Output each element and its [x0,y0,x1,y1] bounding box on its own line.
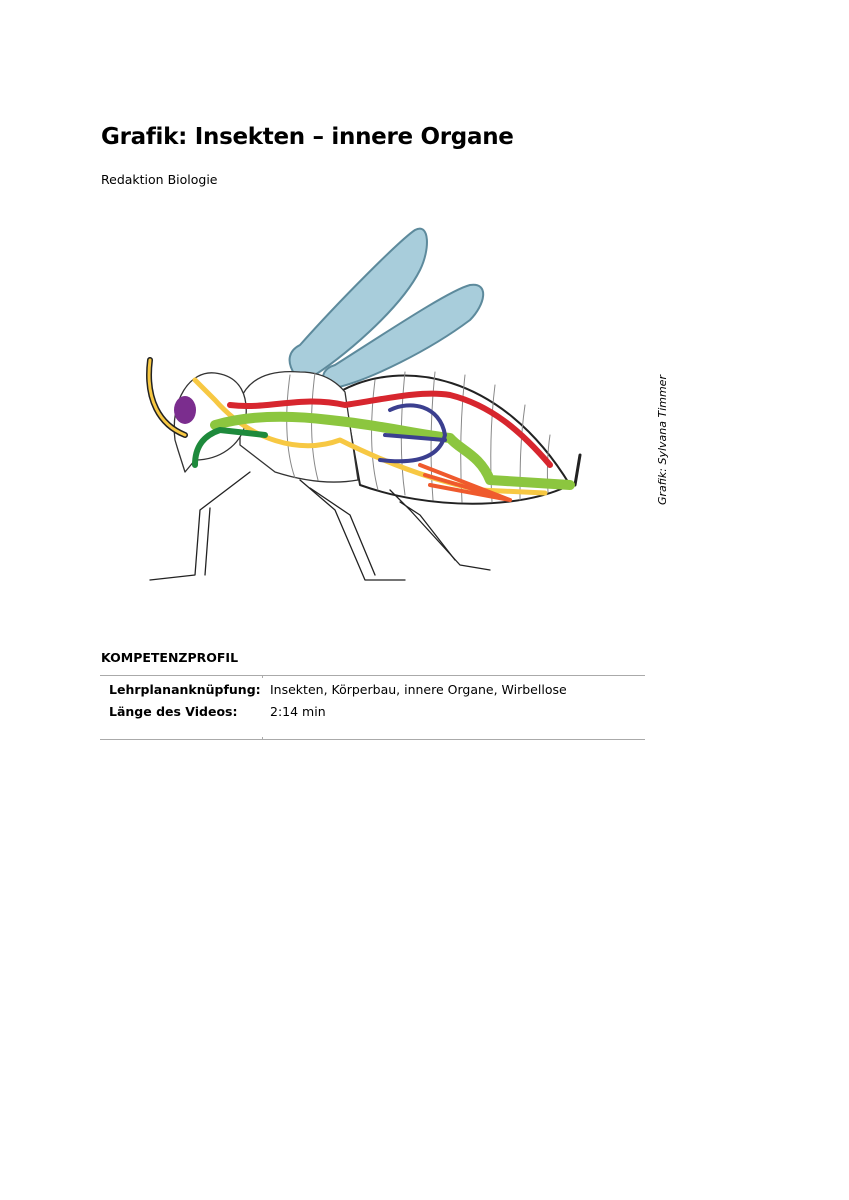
insect-anatomy-illustration [100,210,680,620]
thorax-outline [240,372,358,482]
divider [100,739,645,740]
brain [174,396,196,424]
profile-label: Länge des Videos: [109,704,238,719]
page-title: Grafik: Insekten – innere Organe [101,124,514,150]
section-heading: KOMPETENZPROFIL [101,650,239,665]
profile-value: 2:14 min [270,704,326,719]
divider [100,675,645,676]
author: Redaktion Biologie [101,172,218,187]
image-credit: Grafik: Sylvana Timmer [656,375,669,505]
profile-label: Lehrplananknüpfung: [109,682,261,697]
profile-value: Insekten, Körperbau, innere Organe, Wirbellose [270,682,567,697]
